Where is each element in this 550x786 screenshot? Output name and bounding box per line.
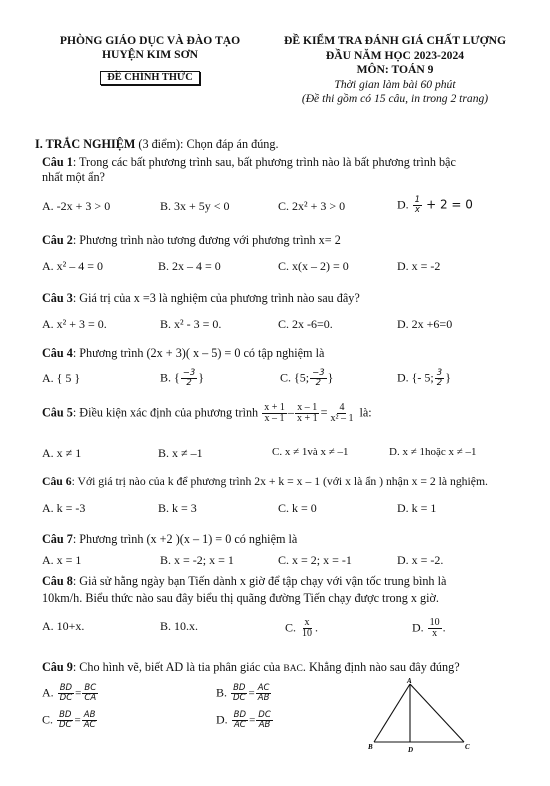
q1-option-b: B. 3x + 5y < 0 [160,199,230,213]
q6-option-c: C. k = 0 [278,501,317,515]
fraction [413,196,422,215]
q9-option-c [42,711,98,730]
fraction [310,369,327,388]
numerator: 10 [429,617,440,628]
fraction [262,403,287,424]
option-suffix: } [445,370,451,385]
question-label: Câu 8 [42,574,73,588]
denominator: 2 [436,378,443,388]
fraction [58,684,74,703]
option-prefix: B. [216,685,228,700]
time-limit: Thời gian làm bài 60 phút [334,77,456,91]
fraction [82,684,98,703]
fraction [256,684,272,703]
q7-option-c: C. x = 2; x = -1 [278,553,352,567]
numerator: 4 [339,402,345,413]
q2-option-d: D. x = -2 [397,259,441,273]
question-text: : Điều kiện xác định của phương trình [72,405,259,420]
numerator: −3 [312,368,325,378]
question-label: Câu 3 [42,291,73,305]
question-text: : Trong các bất phương trình sau, bất phương trình nào là bất phương trình bậc [72,155,456,169]
fraction [300,618,314,639]
option-suffix: . [442,620,446,635]
side-ac [410,684,464,742]
triangle-figure [368,678,478,756]
numerator: DC [258,710,271,720]
option-prefix: D. [397,197,409,212]
denominator: x [414,205,420,215]
denominator: DC [59,693,73,703]
denominator: 2 [186,378,192,388]
option-prefix: D. [412,620,424,635]
denominator: x² – 1 [330,413,354,424]
option-suffix: } [327,370,334,385]
question-label: Câu 7 [42,532,73,546]
question-label: Câu 5 [42,405,73,420]
subject: MÔN: TOÁN 9 [356,63,434,76]
q3-option-c: C. 2x -6=0. [278,317,333,331]
department-name: PHÒNG GIÁO DỤC VÀ ĐÀO TẠO [59,34,241,47]
numerator: x [304,617,310,628]
option-prefix: C. [285,620,297,635]
q8-option-c [285,618,318,639]
question-text: : Phương trình (x +2 )(x – 1) = 0 có nghiệm là [72,532,298,546]
question-text: : Giả sử hằng ngày bạn Tiến dành x giờ để tập chạy với vận tốc trung bình là [72,574,447,588]
question-text: . Khẳng định nào sau đây đúng? [302,660,460,674]
denominator: AC [83,720,96,730]
question-label: Câu 1 [42,155,73,169]
q9-option-d [216,711,274,730]
vertex-a-label: A [407,678,412,685]
numerator: BD [233,710,247,720]
q6-option-b: B. k = 3 [158,501,197,515]
question-label: Câu 6 [42,475,72,488]
q3-option-a: A. x² + 3 = 0. [42,317,107,331]
q5-option-c: C. x ≠ 1và x ≠ –1 [272,446,349,458]
q7-option-d: D. x = -2. [397,553,444,567]
denominator: AB [257,693,270,703]
q8-option-a: A. 10+x. [42,619,85,633]
operator: = [75,687,82,700]
q2-option-c: C. x(x – 2) = 0 [278,259,349,273]
option-prefix: B. { [160,370,180,385]
option-prefix: C. [42,712,54,727]
q4-option-a: A. { 5 } [42,371,81,385]
denominator: x [432,628,438,639]
q1-option-a: A. -2x + 3 > 0 [42,199,111,213]
numerator: 1 [414,195,421,205]
fraction [231,684,247,703]
option-prefix: D. {- 5; [397,370,434,385]
operator: = [74,714,81,727]
fraction [82,711,98,730]
q2-option-a: A. x² – 4 = 0 [42,259,104,273]
q3-option-b: B. x² - 3 = 0. [160,317,222,331]
question-text: 10km/h. Biểu thức nào sau đây biểu thị quãng đường Tiến chạy được trong x giờ. [42,591,439,605]
angle-bac: BAC [283,664,303,674]
question-label: Câu 2 [42,233,73,247]
denominator: DC [233,693,246,703]
denominator: x – 1 [264,413,285,424]
question-9 [42,659,460,677]
operator: = [249,714,256,727]
q5-option-d: D. x ≠ 1hoặc x ≠ –1 [389,446,477,458]
fraction [256,711,272,730]
fraction [181,369,198,388]
denominator: 10 [302,628,313,639]
numerator: BC [84,683,97,693]
q2-option-b: B. 2x – 4 = 0 [158,259,221,273]
option-suffix: . [315,620,319,635]
q6-option-d: D. k = 1 [397,501,437,515]
option-suffix: + 2 = 0 [426,197,473,212]
option-prefix: C. {5; [280,370,310,385]
question-8 [42,573,446,589]
operator: – [287,405,294,420]
question-2 [42,232,341,248]
q5-option-b: B. x ≠ –1 [158,446,203,460]
numerator: BD [59,683,73,693]
q9-option-b [216,684,272,703]
q7-option-b: B. x = -2; x = 1 [160,553,234,567]
fraction [328,403,355,424]
question-text: : Cho hình vẽ, biết AD là tia phân giác của [72,660,284,674]
denominator: AC [233,720,246,730]
denominator: 2 [315,378,322,388]
denominator: CA [84,693,97,703]
fraction [295,403,320,424]
question-text: là: [356,405,372,420]
q5-option-a: A. x ≠ 1 [42,446,82,460]
point-d-label: D [408,746,414,754]
question-3 [42,290,360,306]
q4-option-d [397,369,451,388]
operator: = [248,687,255,700]
option-prefix: D. [216,712,228,727]
q4-option-b [160,369,204,388]
numerator: 3 [436,368,443,378]
q9-option-a [42,684,99,703]
district-name: HUYỆN KIM SƠN [102,48,198,61]
question-8-cont [42,590,439,606]
fraction [57,711,73,730]
question-label: Câu 4 [42,346,73,360]
numerator: x – 1 [297,402,318,413]
question-5 [42,403,372,424]
question-text: : Phương trình nào tương đương với phương trình x= 2 [72,233,341,247]
official-badge: ĐỀ CHÍNH THỨC [100,71,199,85]
numerator: x + 1 [264,402,285,413]
denominator: AB [258,720,271,730]
question-text: : Phương trình (2x + 3)( x – 5) = 0 có tập nghiệm là [72,346,325,360]
question-1-cont [42,169,105,185]
q6-option-a: A. k = -3 [42,501,86,515]
numerator: BD [59,710,72,720]
q4-option-c [280,369,333,388]
question-text: : Với giá trị nào của k để phương trình 2x + k = x – 1 (với x là ẩn ) nhận x = 2 là nghiệm. [71,475,488,488]
q3-option-d: D. 2x +6=0 [397,317,453,331]
vertex-b-label: B [368,743,373,751]
section-heading [35,137,279,152]
q8-option-b: B. 10.x. [160,619,199,633]
exam-title: ĐỀ KIỂM TRA ĐÁNH GIÁ CHẤT LƯỢNG [283,34,507,47]
fraction [435,369,444,388]
question-label: Câu 9 [42,660,73,674]
section-title: I. TRẮC NGHIỆM [35,137,136,151]
question-text: nhất một ẩn? [42,170,105,184]
page-note: (Đề thi gồm có 15 câu, in trong 2 trang) [301,92,489,105]
vertex-c-label: C [465,743,470,751]
q8-option-d [412,618,446,639]
option-suffix: } [198,370,205,385]
fraction [232,711,248,730]
q1-option-c: C. 2x² + 3 > 0 [278,199,346,213]
side-ab [374,684,410,742]
exam-header [250,34,540,107]
section-points: (3 điểm): Chọn đáp án đúng. [135,137,279,151]
numerator: AB [83,710,96,720]
school-year: ĐẦU NĂM HỌC 2023-2024 [325,48,465,62]
fraction [428,618,442,639]
question-1 [42,154,456,170]
option-prefix: A. [42,685,54,700]
operator: = [320,405,328,420]
question-6 [42,474,488,490]
question-text: : Giá trị của x =3 là nghiệm của phương trình nào sau đây? [72,291,360,305]
school-header [30,34,270,85]
question-4 [42,345,324,361]
numerator: AC [257,683,270,693]
question-7 [42,531,297,547]
numerator: −3 [182,368,196,378]
denominator: DC [59,720,72,730]
q7-option-a: A. x = 1 [42,553,82,567]
q1-option-d [397,196,473,215]
denominator: x + 1 [296,413,318,424]
numerator: BD [233,683,246,693]
